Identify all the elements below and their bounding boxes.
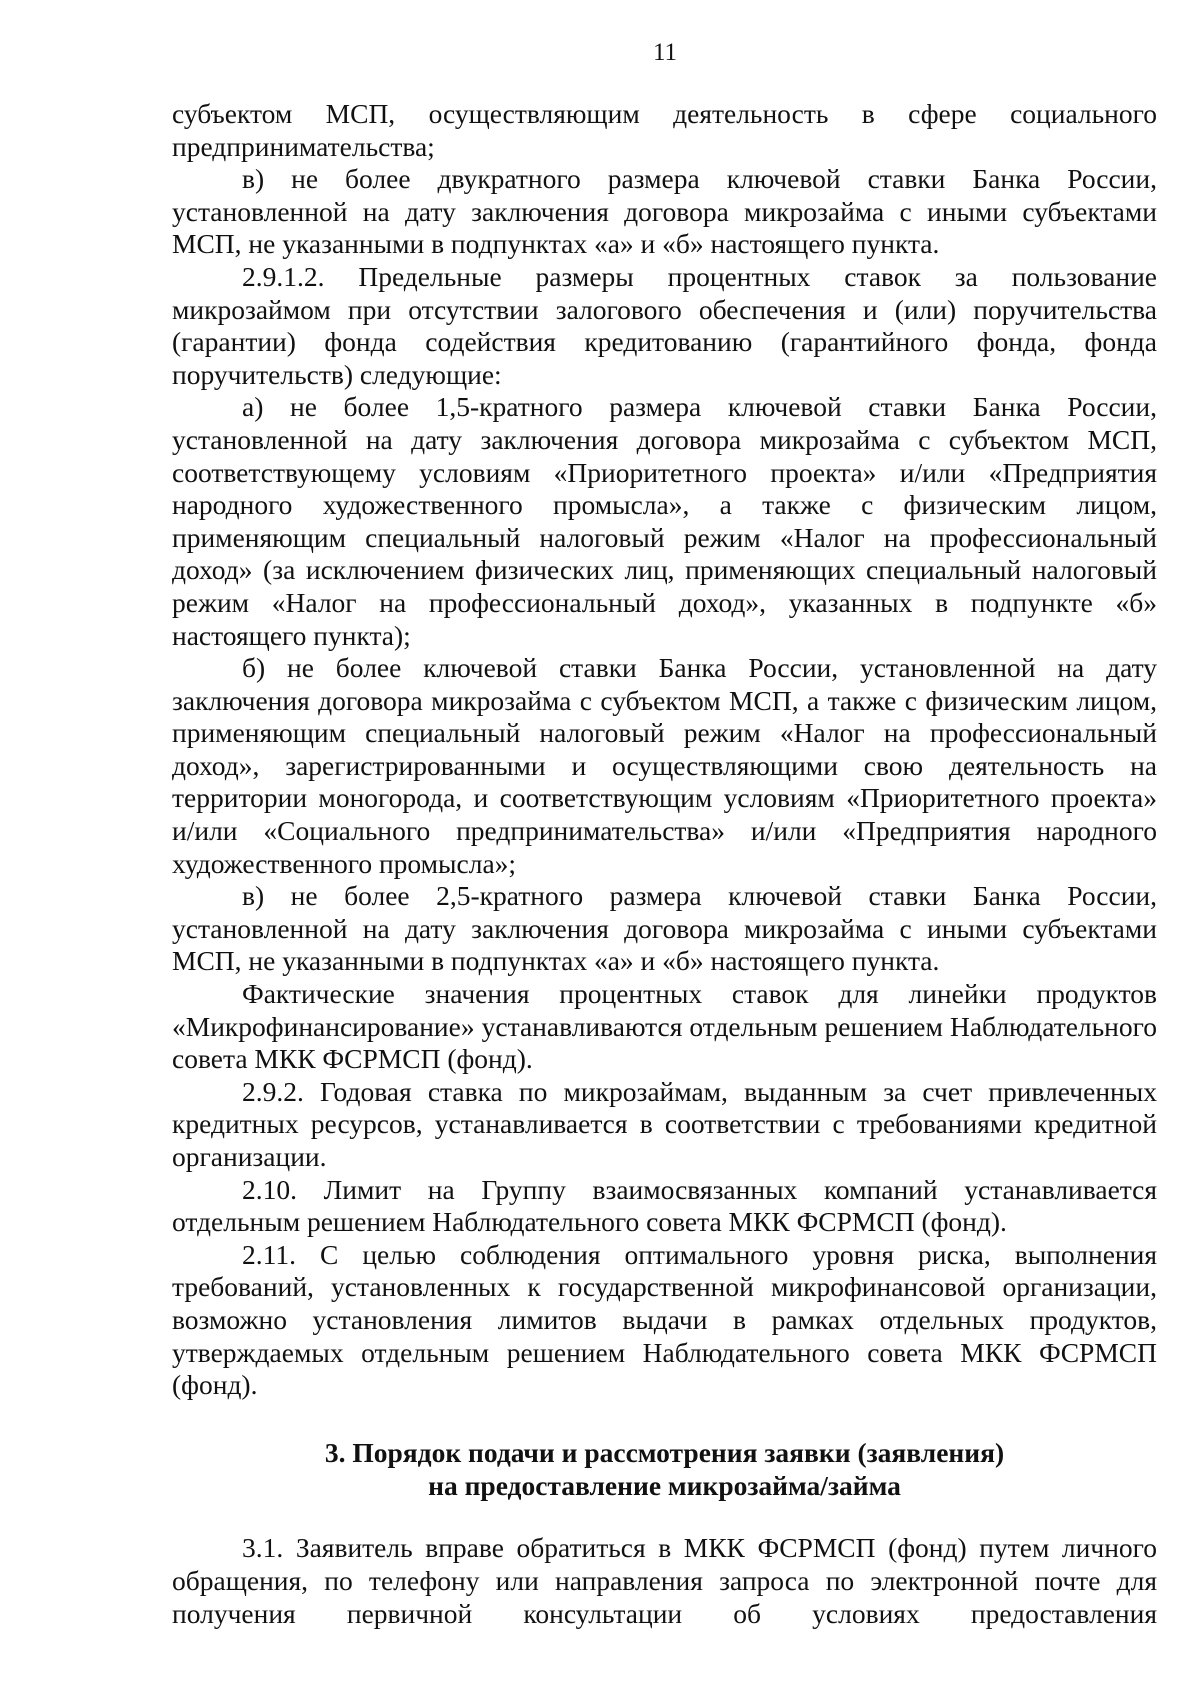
page-number: 11 [652, 39, 678, 66]
paragraph-item-v-second: в) не более 2,5-кратного размера ключевой ставки Банка России, установленной на дату заключения договора микрозайма с иными субъектами МСП, не указанными в подпунктах «а» и «б» настоящего пункта. [172, 880, 1157, 977]
paragraph-2-11: 2.11. С целью соблюдения оптимального уровня риска, выполнения требований, установленных к государственной микрофинансовой организации, возможно установления лимитов выдачи в рамках отдельных продуктов, утверждаемых отдельным решением Наблюдательного совета МКК ФСРМСП (фонд). [172, 1238, 1157, 1401]
section-heading-line-2: на предоставление микрозайма/займа [428, 1470, 901, 1501]
paragraph-item-a: а) не более 1,5-кратного размера ключевой ставки Банка России, установленной на дату заключения договора микрозайма с субъектом МСП, соответствующему условиям «Приоритетного проекта» и/или «Предприятия народного художественного промысла», а также с физическим лицом, применяющим специальный налоговый режим «Налог на профессиональный доход» (за исключением физических лиц, применяющих специальный налоговый режим «Налог на профессиональный доход», указанных в подпункте «б» настоящего пункта); [172, 391, 1157, 651]
body-text [172, 98, 1157, 1402]
section-body [172, 1531, 1157, 1630]
paragraph-2-10: 2.10. Лимит на Группу взаимосвязанных компаний устанавливается отдельным решением Наблюдательного совета МКК ФСРМСП (фонд). [172, 1173, 1157, 1238]
paragraph-actual-rates: Фактические значения процентных ставок для линейки продуктов «Микрофинансирование» устанавливаются отдельным решением Наблюдательного совета МКК ФСРМСП (фонд). [172, 978, 1157, 1075]
paragraph-item-v-first: в) не более двукратного размера ключевой ставки Банка России, установленной на дату заключения договора микрозайма с иными субъектами МСП, не указанными в подпунктах «а» и «б» настоящего пункта. [172, 163, 1157, 260]
paragraph-3-1: 3.1. Заявитель вправе обратиться в МКК ФСРМСП (фонд) путем личного обращения, по телефону или направления запроса по электронной почте для получения первичной консультации об условиях предоставления [172, 1532, 1157, 1629]
paragraph-continuation: субъектом МСП, осуществляющим деятельность в сфере социального предпринимательства; [172, 98, 1157, 162]
section-heading-line-1: 3. Порядок подачи и рассмотрения заявки (заявления) [324, 1437, 1005, 1468]
paragraph-2-9-2: 2.9.2. Годовая ставка по микрозаймам, выданным за счет привлеченных кредитных ресурсов, устанавливается в соответствии с требованиями кредитной организации. [172, 1075, 1157, 1172]
section-heading [172, 1436, 1157, 1502]
paragraph-item-b: б) не более ключевой ставки Банка России, установленной на дату заключения договора микрозайма с субъектом МСП, а также с физическим лицом, применяющим специальный налоговый режим «Налог на профессиональный доход», зарегистрированными и осуществляющими свою деятельность на территории моногорода, и соответствующим условиям «Приоритетного проекта» и/или «Социального предпринимательства» и/или «Предприятия народного художественного промысла»; [172, 652, 1157, 879]
paragraph-2-9-1-2: 2.9.1.2. Предельные размеры процентных ставок за пользование микрозаймом при отсутствии залогового обеспечения и (или) поручительства (гарантии) фонда содействия кредитованию (гарантийного фонда, фонда поручительств) следующие: [172, 260, 1157, 390]
